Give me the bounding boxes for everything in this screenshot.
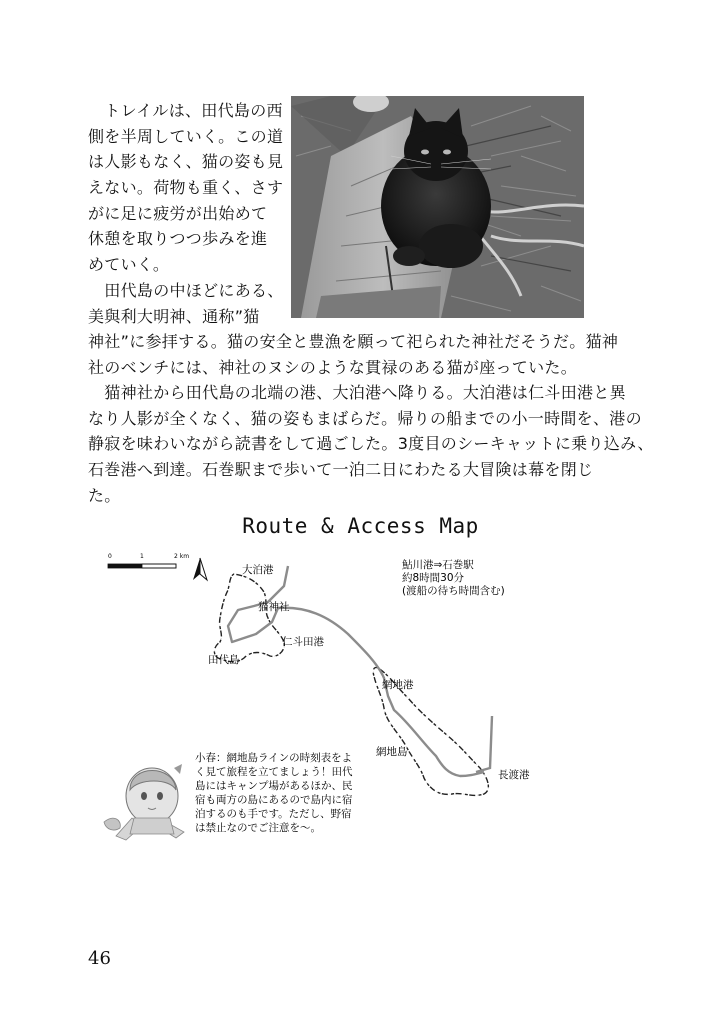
paragraph-1-line: トレイルは、田代島の西	[88, 101, 283, 120]
paragraph-1-line: は人影もなく、猫の姿も見	[88, 152, 284, 172]
paragraph-3-line: 石巻港へ到達。石巻駅まで歩いて一泊二日にわたる大冒険は幕を閉じ	[88, 460, 594, 480]
north-arrow-icon	[193, 558, 207, 580]
paragraph-1-line: 側を半周していく。この道	[88, 126, 284, 146]
label-nekojinja-shrine: 猫神社	[258, 601, 290, 613]
page-number: 46	[88, 948, 111, 969]
route-line	[228, 566, 484, 776]
note-line: く見て旅程を立てましょう！田代	[195, 766, 353, 778]
cat-photo	[291, 96, 584, 318]
map-canvas	[96, 546, 596, 856]
note-line: 島にはキャンプ場があるほか、民	[195, 780, 353, 792]
map-title: Route & Access Map	[242, 514, 479, 538]
note-line: 小春：網地島ラインの時刻表をよ	[195, 752, 353, 764]
label-chowata-port: 長渡港	[498, 769, 530, 781]
route-access-map	[96, 546, 596, 856]
mascot-koharu-illustration	[104, 764, 184, 840]
scale-bar	[108, 553, 189, 568]
paragraph-3-line: 静寂を味わいながら読書をして過ごした。3度目のシーキャットに乗り込み、	[88, 434, 654, 454]
paragraph-3-line: た。	[88, 485, 121, 505]
mascot-note	[195, 751, 353, 834]
ferry-route-line	[476, 716, 492, 772]
note-line: は禁止なのでご注意を〜。	[195, 822, 321, 834]
route-info	[402, 558, 505, 597]
paragraph-1-line: 休憩を取りつつ歩みを進	[88, 229, 268, 249]
note-line: 宿も両方の島にあるので島内に宿	[195, 794, 353, 806]
paragraph-3	[88, 380, 654, 508]
scale-tick-0: 0	[108, 553, 112, 560]
paragraph-1-line: えない。荷物も重く、さす	[88, 178, 284, 198]
paragraph-3-line: 猫神社から田代島の北端の港、大泊港へ降りる。大泊港は仁斗田港と異	[88, 383, 626, 402]
route-info-line: 鮎川港⇒石巻駅	[402, 559, 474, 571]
paragraph-2-line: 神社”に参拝する。猫の安全と豊漁を願って祀られた神社だそうだ。猫神	[88, 332, 619, 352]
paragraph-1-line: がに足に疲労が出始めて	[88, 203, 268, 223]
paragraph-2-line: 美與利大明神、通称”猫	[88, 306, 260, 326]
paragraph-1	[88, 98, 283, 278]
label-tashirojima-island: 田代島	[208, 654, 240, 666]
route-info-line: 約8時間30分	[402, 572, 465, 584]
paragraph-3-line: なり人影が全くなく、猫の姿もまばらだ。帰りの船までの小一時間を、港の	[88, 408, 642, 428]
scale-tick-1: 1	[140, 553, 144, 560]
label-nitoda-port: 仁斗田港	[282, 636, 324, 648]
label-amijishima-island: 網地島	[376, 746, 408, 758]
note-line: 泊するのも手です。ただし、野宿	[195, 808, 352, 820]
cat-on-bench-image	[291, 96, 584, 318]
paragraph-1-line: めていく。	[88, 255, 170, 275]
label-oodomari-port: 大泊港	[242, 564, 274, 576]
paragraph-2-line: 社のベンチには、神社のヌシのような貫禄のある猫が座っていた。	[88, 358, 578, 378]
label-amijiko-port: 網地港	[382, 679, 414, 691]
scale-tick-2: 2 km	[174, 553, 190, 560]
paragraph-2-line: 田代島の中ほどにある、	[88, 281, 284, 300]
route-info-line: (渡船の待ち時間含む)	[402, 585, 505, 597]
